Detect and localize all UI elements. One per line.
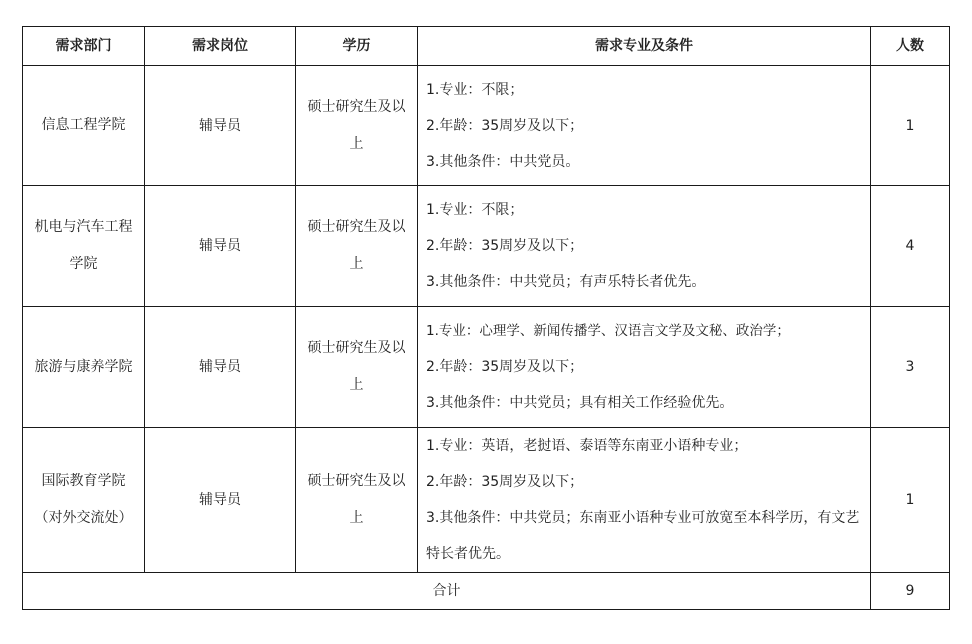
header-department: 需求部门: [23, 27, 145, 66]
education-text: 硕士研究生及以上: [307, 340, 406, 393]
condition-age: 2.年龄：35周岁及以下；: [426, 474, 584, 490]
condition-age: 2.年龄：35周岁及以下；: [426, 238, 584, 254]
condition-other: 3.其他条件：中共党员；具有相关工作经验优先。: [426, 395, 734, 411]
header-position: 需求岗位: [145, 27, 296, 66]
department-cell: [23, 66, 145, 186]
condition-other: 3.其他条件：中共党员；有声乐特长者优先。: [426, 274, 706, 290]
condition-major: 1.专业：英语，老挝语、泰语等东南亚小语种专业；: [426, 438, 748, 454]
condition-other: 3.其他条件：中共党员。: [426, 153, 580, 170]
education-text: 硕士研究生及以上: [307, 98, 406, 152]
education-text: 硕士研究生及以上: [307, 219, 406, 272]
department-text: 机电与汽车工程学院: [34, 219, 133, 272]
header-count: 人数: [871, 27, 950, 66]
department-text: 旅游与康养学院: [34, 358, 133, 375]
education-cell: [296, 428, 418, 573]
conditions-cell: [418, 307, 871, 428]
condition-major: 1.专业：心理学、新闻传播学、汉语言文学及文秘、政治学；: [426, 323, 790, 339]
position-cell: 辅导员: [145, 66, 296, 186]
position-cell: 辅导员: [145, 307, 296, 428]
condition-other: 3.其他条件：中共党员；东南亚小语种专业可放宽至本科学历，有文艺特长者优先。: [426, 510, 860, 562]
table-row: [23, 66, 950, 186]
education-cell: [296, 307, 418, 428]
count-cell: 1: [871, 66, 950, 186]
recruitment-table: [22, 26, 950, 610]
position-cell: 辅导员: [145, 186, 296, 307]
education-cell: [296, 66, 418, 186]
conditions-cell: [418, 66, 871, 186]
table-row: [23, 428, 950, 573]
table-header-row: [23, 27, 950, 66]
table-row: [23, 307, 950, 428]
count-cell: 4: [871, 186, 950, 307]
department-text: 国际教育学院（对外交流处）: [34, 473, 133, 526]
education-text: 硕士研究生及以上: [307, 473, 406, 526]
header-conditions: 需求专业及条件: [418, 27, 871, 66]
condition-age: 2.年龄：35周岁及以下；: [426, 359, 584, 375]
total-row: [23, 573, 950, 610]
department-cell: [23, 307, 145, 428]
department-cell: [23, 186, 145, 307]
department-text: 信息工程学院: [41, 117, 126, 133]
count-cell: 3: [871, 307, 950, 428]
position-cell: 辅导员: [145, 428, 296, 573]
department-cell: [23, 428, 145, 573]
count-cell: 1: [871, 428, 950, 573]
condition-major: 1.专业：不限；: [426, 81, 524, 98]
total-value: 9: [871, 573, 950, 610]
total-label: 合计: [23, 573, 871, 610]
conditions-cell: [418, 428, 871, 573]
table-row: [23, 186, 950, 307]
education-cell: [296, 186, 418, 307]
condition-age: 2.年龄：35周岁及以下；: [426, 117, 584, 134]
header-education: 学历: [296, 27, 418, 66]
conditions-cell: [418, 186, 871, 307]
condition-major: 1.专业：不限；: [426, 202, 524, 218]
